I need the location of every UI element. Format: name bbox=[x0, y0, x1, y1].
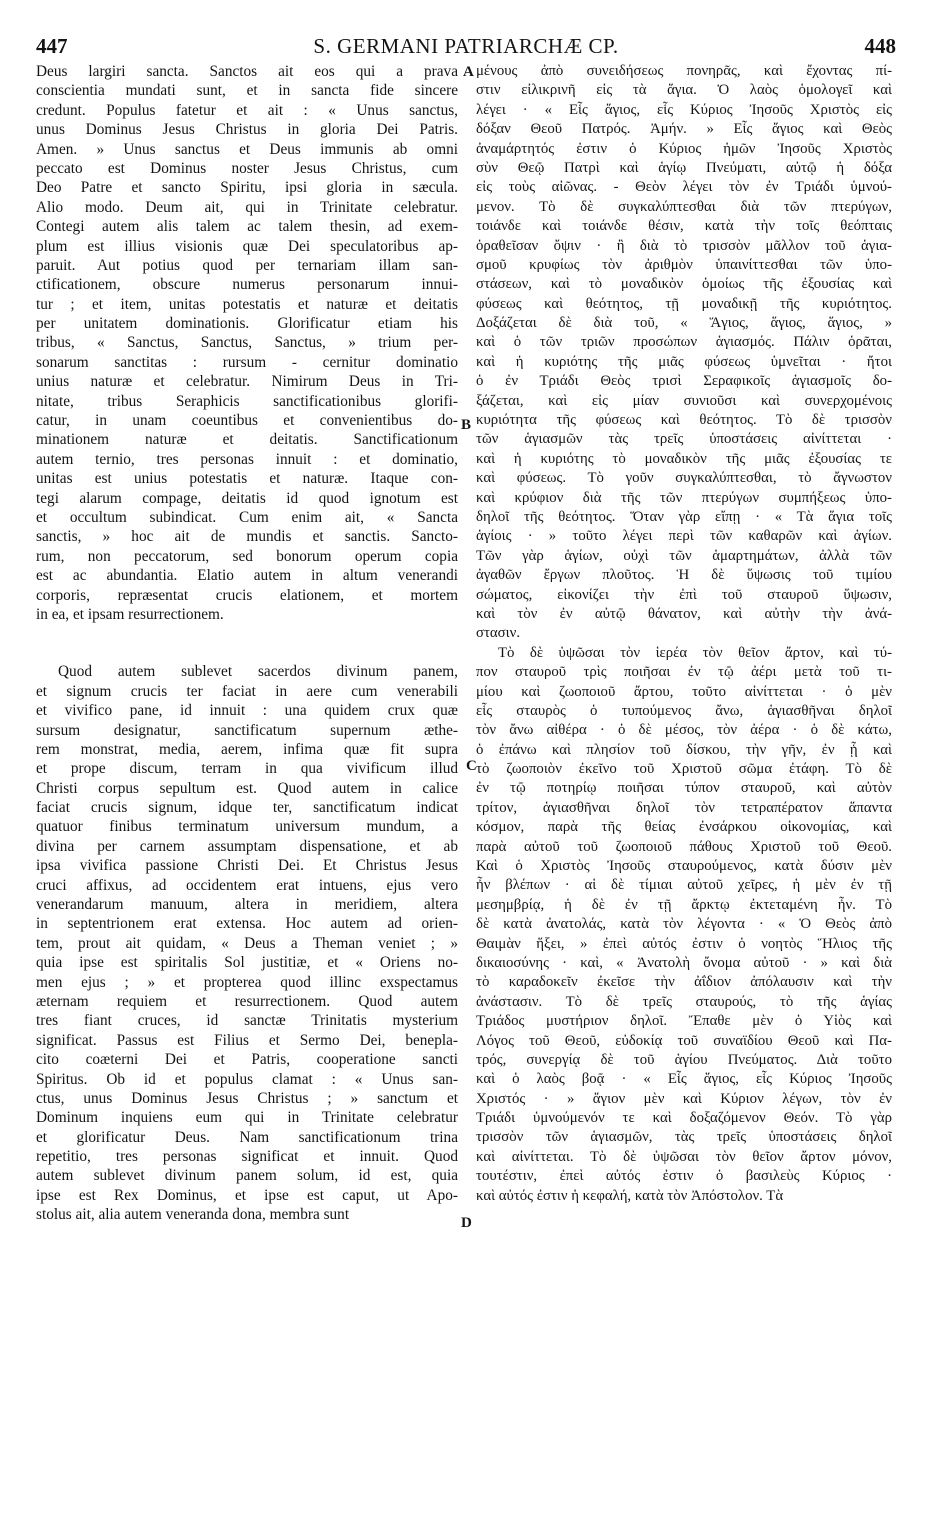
text-line: Amen. » Unus sanctus et Deus immunis ab omni bbox=[36, 140, 458, 158]
text-line: divina per carnem assumptam dispensatione, et ab bbox=[36, 837, 458, 855]
text-line: καὶ αἰνίττεται. Τὸ δὲ ὑψῶσαι τὸν θεῖον ἄρτον μόνον, bbox=[476, 1148, 892, 1165]
paragraph-gap bbox=[36, 624, 458, 662]
text-line: ctificationem, obscure numerus personarum innui- bbox=[36, 276, 458, 294]
text-line: σὺν Θεῷ Πατρὶ καὶ ἁγίῳ Πνεύματι, αὐτῷ ἡ δόξα bbox=[476, 159, 892, 176]
text-line: sursum designatur, sanctificatum supernum æthe- bbox=[36, 721, 458, 739]
text-line: παρὰ αὐτοῦ τοῦ ζωοποιοῦ πάθους Χριστοῦ τοῦ Θεοῦ. bbox=[476, 838, 892, 855]
text-line: quia ipse est spiritalis Sol justitiæ, et « Oriens no- bbox=[36, 954, 458, 972]
text-line: ὁ ἐν Τριάδι Θεὸς τρισὶ Σεραφικοῖς ἁγιασμοῖς δο- bbox=[476, 373, 892, 390]
text-line: per unitatem dominationis. Glorificatur etiam his bbox=[36, 315, 458, 333]
greek-paragraph-1 bbox=[476, 62, 892, 644]
text-line: et vivifico pane, id innuit : una quidem crux quæ bbox=[36, 702, 458, 720]
text-line: significat. Passus est Filius et Sermo Dei, benepla- bbox=[36, 1031, 458, 1049]
text-line: Τριάδος μυστήριον δηλοῖ. Ἔπαθε μὲν ὁ Υἱὸς καὶ bbox=[476, 1013, 892, 1030]
text-line: catur, in unam coeuntibus et convenientibus do- bbox=[36, 412, 458, 430]
text-line: in ea, et ipsam resurrectionem. bbox=[36, 605, 224, 623]
text-line: tur ; et item, unitas potestatis et naturæ et deitatis bbox=[36, 295, 458, 313]
text-line: ἁγίοις · » τοῦτο λέγει περὶ τῶν καθαρῶν καὶ ἁγίων. bbox=[476, 528, 892, 545]
text-line: τῶν ἁγιασμῶν τὰς τρεῖς ὑποστάσεις αἰνίττεται · bbox=[476, 431, 892, 448]
text-line: ὁραθεῖσαν ὄψιν · ἢ διὰ τὸ τρισσὸν μᾶλλον τοῦ ἁγια- bbox=[476, 237, 892, 254]
text-line: λέγει · « Εἷς ἅγιος, εἷς Κύριος Ἰησοῦς Χριστὸς εἰς bbox=[476, 101, 892, 118]
text-line: φύσεως καὶ θεότητος, τῇ μοναδικῇ τῆς κυριότητος. bbox=[476, 295, 892, 312]
greek-paragraph-2 bbox=[476, 644, 892, 1206]
margin-marker-b: B bbox=[461, 417, 472, 433]
text-line: στιν εἰλικρινῆ εἰς τὰ ἅγια. Ὁ λαὸς ὁμολογεῖ καὶ bbox=[476, 82, 892, 99]
text-line: cito coæterni Dei et Patris, cooperatione sancti bbox=[36, 1051, 458, 1069]
text-line: ctus, unus Dominus Jesus Christus ; » sanctum et bbox=[36, 1089, 458, 1107]
text-line: σώματος, εἰκονίζει τὴν ἐπὶ τοῦ σταυροῦ ὕψωσιν, bbox=[476, 586, 892, 603]
text-line: καὶ ὁ τῶν τριῶν προσώπων ἁγιασμός. Πάλιν ὁρᾶται, bbox=[476, 334, 892, 351]
text-line: ipsa vivifica passione Christi Dei. Et Christus Jesus bbox=[36, 857, 458, 875]
text-line: ὁ ἐπάνω καὶ πλησίον τοῦ δίσκου, τὴν γῆν, ἐν ᾗ καὶ bbox=[476, 741, 892, 758]
text-line: δικαιοσύνης · καὶ, « Ἀνατολὴ ὄνομα αὐτοῦ · » καὶ διὰ bbox=[476, 954, 892, 971]
text-line: Καὶ ὁ Χριστὸς Ἰησοῦς σταυρούμενος, κατὰ δύσιν μὲν bbox=[476, 858, 892, 875]
text-line: nitate, tribus Seraphicis sanctificationibus glorifi- bbox=[36, 392, 458, 410]
text-line: Τὸ δὲ ὑψῶσαι τὸν ἱερέα τὸν θεῖον ἄρτον, καὶ τύ- bbox=[498, 644, 892, 661]
text-line: καὶ ὁ λαὸς βοᾷ · « Εἷς ἅγιος, εἷς Κύριος Ἰησοῦς bbox=[476, 1071, 892, 1088]
text-line: πον σταυροῦ τρὶς ποιῆσαι ἐν τῷ ἀέρι μετὰ τοῦ τι- bbox=[476, 664, 892, 681]
text-line: Deus largiri sancta. Sanctos ait eos qui a prava bbox=[36, 63, 458, 80]
text-line: tem, prout ait quidam, « Deus a Theman veniet ; » bbox=[36, 934, 458, 952]
text-line: Χριστός · » ἅγιον μὲν καὶ Κύριον λέγων, τὸν ἐν bbox=[476, 1090, 892, 1107]
text-line: conscientia mundati sunt, et in sancta fide sincere bbox=[36, 82, 458, 100]
text-line: Λόγος τοῦ Θεοῦ, εὐδοκίᾳ τοῦ συναϊδίου Θεοῦ καὶ Πα- bbox=[476, 1032, 892, 1049]
text-line: ἀναμάρτητός ἐστιν ὁ Κύριος ἡμῶν Ἰησοῦς Χριστὸς bbox=[476, 140, 892, 157]
text-line: æternam requiem et resurrectionem. Quod autem bbox=[36, 992, 458, 1010]
text-line: τρισσὸν τῶν ἁγιασμῶν, τὰς τρεῖς ὑποστάσεις δηλοῖ bbox=[476, 1129, 892, 1146]
text-line: κόσμον, παρὰ τῆς θείας ἐνσάρκου οἰκονομίας, καὶ bbox=[476, 819, 892, 836]
text-line: paruit. Aut potius quod per ternariam illam san- bbox=[36, 256, 458, 274]
page-number-left: 447 bbox=[36, 34, 68, 58]
text-line: τρός, συνεργίᾳ δὲ τοῦ ἁγίου Πνεύματος. Διὰ τοῦτο bbox=[476, 1051, 892, 1068]
text-line: repetitio, tres personas significat et innuit. Quod bbox=[36, 1148, 458, 1166]
text-line: ξάζεται, καὶ εἰς μίαν συνιοῦσι καὶ συνερχομένοις bbox=[476, 392, 892, 409]
text-line: Τριάδι ὑμνούμενόν τε καὶ δοξαζόμενον Θεόν. Τὸ γὰρ bbox=[476, 1110, 892, 1127]
latin-paragraph-2 bbox=[36, 662, 458, 1224]
text-line: τοιάνδε καὶ τοιάνδε θέσιν, κατὰ τὴν τοῖς θεόπταις bbox=[476, 218, 892, 235]
text-line: rem monstrat, media, aerem, infima quæ fit supra bbox=[36, 740, 458, 758]
text-line: Contegi autem alis talem ac talem thesin, ad exem- bbox=[36, 218, 458, 236]
text-line: τρίτον, ἁγιασθῆναι δηλοῖ τὸν τετραπέρατον ἅπαντα bbox=[476, 799, 892, 816]
text-line: tegi alarum compage, deitatis id quod ignotum est bbox=[36, 489, 458, 507]
text-line: unius naturæ et celebratur. Nimirum Deus in Tri- bbox=[36, 373, 458, 391]
text-line: ἐν τῷ ποτηρίῳ ποιῆσαι τύπον σταυροῦ, καὶ αὐτὸν bbox=[476, 780, 892, 797]
text-line: καὶ αὐτός ἐστιν ἡ κεφαλή, κατὰ τὸν Ἀπόστολον. Τὰ bbox=[476, 1187, 784, 1204]
text-line: καὶ κρύφιον διὰ τῆς τῶν πτερύγων συμπήξεως ὑπο- bbox=[476, 489, 892, 506]
text-line: corporis, repræsentat crucis elationem, et mortem bbox=[36, 586, 458, 604]
text-line: τὸ ζωοποιὸν ἐκεῖνο τοῦ Χριστοῦ σῶμα ἐτάφη. Τὸ δὲ bbox=[476, 761, 892, 778]
text-line: Spiritus. Ob id et populus clamat : « Unus san- bbox=[36, 1070, 458, 1088]
text-line: Deo Patre et sancto Spiritu, ipsi gloria in sæcula. bbox=[36, 179, 458, 197]
margin-marker-d: D bbox=[461, 1215, 472, 1231]
text-line: καὶ ἡ κυριότης τῆς μιᾶς φύσεως ὑμνεῖται · ἤτοι bbox=[476, 353, 892, 370]
text-line: Τῶν γὰρ ἁγίων, οὐχὶ τῶν ἁμαρτημάτων, ἀλλὰ τῶν bbox=[476, 547, 892, 564]
page-number-right: 448 bbox=[864, 34, 896, 58]
text-line: peccato est Dominus noster Jesus Christus, cum bbox=[36, 159, 458, 177]
text-line: quatuor finibus terminatum universum mundum, a bbox=[36, 818, 458, 836]
text-line: unitas est unius potestatis et naturæ. Itaque con- bbox=[36, 470, 458, 488]
text-line: τὸν ἄνω αἰθέρα · ὁ δὲ μέσος, τὸν ἀέρα · ὁ δὲ κάτω, bbox=[476, 722, 892, 739]
latin-paragraph-1 bbox=[36, 62, 458, 624]
text-line: tribus, « Sanctus, Sanctus, Sanctus, » trium per- bbox=[36, 334, 458, 352]
text-line: καὶ ἡ κυριότης τὸ μοναδικὸν τῆς μιᾶς ἐξουσίας τε bbox=[476, 450, 892, 467]
text-line: unus Dominus Jesus Christus in gloria Dei Patris. bbox=[36, 121, 458, 139]
margin-marker-c: C bbox=[466, 758, 477, 774]
text-line: et occultum subindicat. Cum enim ait, « Sancta bbox=[36, 508, 458, 526]
running-title: S. GERMANI PATRIARCHÆ CP. bbox=[313, 34, 619, 58]
text-line: μένους ἀπὸ συνειδήσεως πονηρᾶς, καὶ ἔχοντας πί- bbox=[476, 63, 892, 79]
text-line: ipse est Rex Dominus, et ipse est caput, ut Apo- bbox=[36, 1186, 458, 1204]
text-line: Christi corpus sepultum est. Quod autem in calice bbox=[36, 779, 458, 797]
text-line: sonarum sanctitas : rursum - cernitur dominatio bbox=[36, 353, 458, 371]
text-line: et signum crucis ter faciat in aere cum venerabili bbox=[36, 682, 458, 700]
text-line: καὶ φύσεως. Τὸ γοῦν συγκαλύπτεσθαι, τὸ ἄγνωστον bbox=[476, 470, 892, 487]
text-line: minationem naturæ et deitatis. Sanctificationum bbox=[36, 431, 458, 449]
text-line: credunt. Populus fatetur et ait : « Unus sanctus, bbox=[36, 101, 458, 119]
text-line: μενον. Τὸ δὲ συγκαλύπτεσθαι διὰ τῶν πτερύγων, bbox=[476, 198, 892, 215]
text-line: est ac abundantia. Elatio autem in altum venerandi bbox=[36, 567, 458, 585]
text-line: rum, non peccatorum, sed bonorum operum copia bbox=[36, 547, 458, 565]
text-line: μεσημβρίᾳ, ἡ δὲ ἐν τῇ ἄρκτῳ ἐκτεταμένη ἦν. Τὸ bbox=[476, 896, 892, 913]
text-line: men ejus ; » et propterea quod illinc exspectamus bbox=[36, 973, 458, 991]
text-line: ἦν βλέπων · αἱ δὲ τίμιαι αὐτοῦ χεῖρες, ἡ μὲν ἐν τῇ bbox=[476, 877, 892, 894]
greek-column bbox=[476, 62, 892, 1206]
text-line: venerandarum manuum, altera in meridiem, altera bbox=[36, 896, 458, 914]
text-line: sanctis, » hoc ait de mundis et sanctis. Sancto- bbox=[36, 528, 458, 546]
text-line: δόξαν Θεοῦ Πατρός. Ἀμήν. » Εἷς ἅγιος καὶ Θεὸς bbox=[476, 121, 892, 138]
running-header bbox=[36, 34, 896, 64]
latin-column bbox=[36, 62, 458, 1225]
text-line: autem ternio, tres personas innuit : et dominatio, bbox=[36, 450, 458, 468]
text-line: τὸ καραδοκεῖν ἐκεῖσε τὴν ἀΐδιον ἀπόλαυσιν καὶ τὴν bbox=[476, 974, 892, 991]
text-line: Dominum inquiens eum qui in Trinitate celebratur bbox=[36, 1109, 458, 1127]
text-line: et glorificatur Deus. Nam sanctificationum trina bbox=[36, 1128, 458, 1146]
text-line: et prope discum, terram in qua vivificum illud bbox=[36, 760, 458, 778]
text-line: Δοξάζεται δὲ διὰ τοῦ, « Ἅγιος, ἅγιος, ἅγιος, » bbox=[476, 315, 892, 332]
text-line: Θαιμὰν ἥξει, » ἐπεὶ αὐτός ἐστιν ὁ νοητὸς Ἥλιος τῆς bbox=[476, 935, 892, 952]
text-line: autem sublevet divinum panem solum, id est, quia bbox=[36, 1167, 458, 1185]
text-line: εἷς σταυρὸς ὁ τυπούμενος ἄνω, ἁγιασθῆναι δηλοῖ bbox=[476, 702, 892, 719]
text-line: Alio modo. Deum ait, qui in Trinitate celebratur. bbox=[36, 198, 458, 216]
text-line: στάσεων, καὶ τὸ μοναδικὸν ὁμοίως τῆς ἐξουσίας καὶ bbox=[476, 276, 892, 293]
text-line: σμοῦ κρυφίως τὸν ἀριθμὸν ὑπαινίττεσθαι τῶν ὑπο- bbox=[476, 256, 892, 273]
text-line: τουτέστιν, ἐπεὶ αὐτός ἐστιν ὁ βασιλεὺς Κύριος · bbox=[476, 1168, 892, 1185]
text-line: εἰς τοὺς αἰῶνας. - Θεὸν λέγει τὸν ἐν Τριάδι ὑμνού- bbox=[476, 179, 892, 196]
text-line: cruci affixus, ad occidentem erat intuens, ejus vero bbox=[36, 876, 458, 894]
text-line: stolus ait, alia autem veneranda dona, membra sunt bbox=[36, 1206, 350, 1224]
text-line: faciat crucis signum, idque ter, sanctificatum indicat bbox=[36, 799, 458, 817]
text-line: ἀγαθῶν ἔργων πλοῦτος. Ἡ δὲ ὕψωσις τοῦ τιμίου bbox=[476, 567, 892, 584]
text-line: μίου καὶ ζωοποιοῦ ἄρτου, τοῦτο αἰνίττεται · ὁ μὲν bbox=[476, 683, 892, 700]
text-line: Quod autem sublevet sacerdos divinum panem, bbox=[58, 663, 458, 681]
text-line: καὶ τὸν ἐν αὐτῷ θάνατον, καὶ αὐτὴν τὴν ἀνά- bbox=[476, 605, 892, 622]
text-line: δηλοῖ τῆς θεότητος. Ὅταν γὰρ εἴπῃ · « Τὰ ἅγια τοῖς bbox=[476, 508, 892, 525]
text-line: plum est illius visionis quæ Dei speculatoribus ap- bbox=[36, 237, 458, 255]
text-line: in septentrionem erat extensa. Hoc autem ad orien- bbox=[36, 915, 458, 933]
text-line: ἀνάστασιν. Τὸ δὲ τρεῖς σταυρούς, τὸ τῆς ἁγίας bbox=[476, 993, 892, 1010]
text-line: δὲ κατὰ ἀνατολάς, κατὰ τὸν λέγοντα · « Ὁ Θεὸς ἀπὸ bbox=[476, 916, 892, 933]
text-line: tres fiant cruces, id sanctæ Trinitatis mysterium bbox=[36, 1012, 458, 1030]
text-line: κυριότητα τῆς φύσεως καὶ θεότητος. Τὸ δὲ τρισσὸν bbox=[476, 412, 892, 429]
text-line: στασιν. bbox=[476, 625, 521, 642]
margin-marker-a: A bbox=[463, 64, 474, 80]
